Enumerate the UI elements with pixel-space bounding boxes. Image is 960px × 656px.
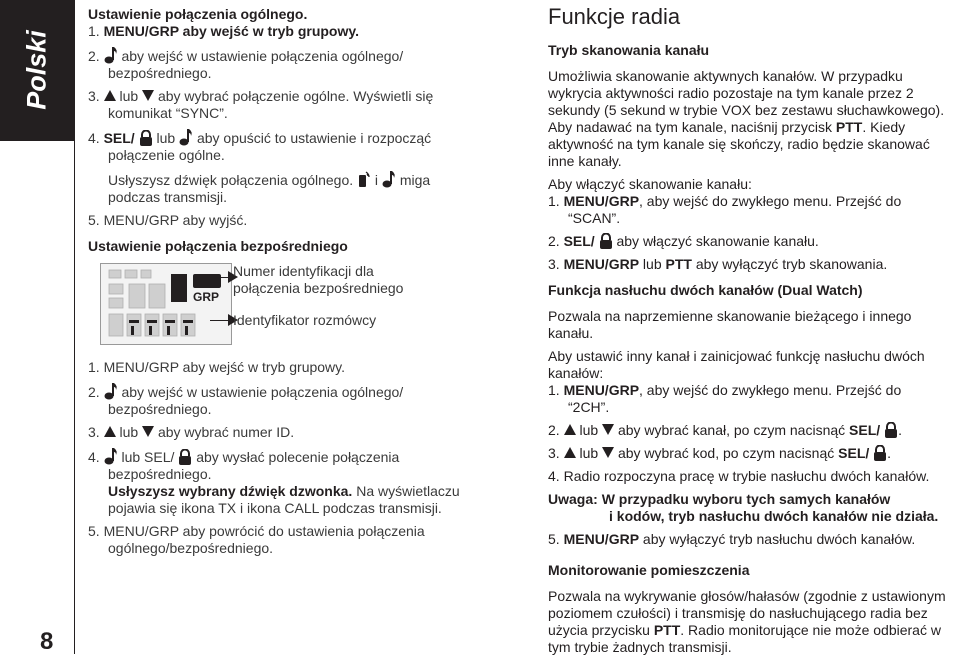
lcd-display-illustration (100, 263, 232, 345)
step-text: aby wybrać kanał, po czym nacisnąć (617, 422, 846, 438)
section-title-dual-watch: Funkcja nasłuchu dwóch kanałów (Dual Watch) (548, 282, 863, 298)
page-number: 8 (40, 628, 54, 655)
note (548, 491, 958, 525)
dual-watch-intro: Aby ustawić inny kanał i zainicjować funkcję nasłuchu dwóch kanałów: (548, 348, 925, 381)
step-text: bezpośredniego. (108, 401, 212, 417)
language-tab-label: Polski (21, 30, 52, 110)
step-2: 2. aby wejść w ustawienie połączenia ogólnego/ bezpośredniego. (88, 48, 404, 81)
lcd-diagram (88, 263, 528, 355)
section-title-general-call: Ustawienie połączenia ogólnego. (88, 6, 308, 22)
menu-label: MENU/GRP (563, 382, 640, 398)
callout-direct-id (233, 263, 403, 297)
sidebar (0, 0, 74, 654)
step-4: 4. SEL/ lub aby opuścić to ustawienie i rozpocząć połączenie ogólne. (88, 130, 432, 163)
up-arrow-icon (564, 447, 576, 458)
down-arrow-icon (142, 426, 154, 437)
step-3: 3. lub aby wybrać numer ID. (88, 424, 295, 440)
step-text: bezpośredniego. (108, 65, 212, 81)
step-text: aby wejść w ustawienie połączenia ogólnego/ (121, 384, 404, 400)
music-note-icon (104, 382, 118, 400)
down-arrow-icon (602, 424, 614, 435)
step-text: aby wybrać kod, po czym nacisnąć (617, 445, 835, 461)
music-note-icon (179, 128, 193, 146)
paragraph-text: . Radio monitorujące nie może odbierać w tym trybie żadnych transmisji. (548, 622, 941, 655)
left-column (88, 6, 528, 557)
up-arrow-icon (104, 426, 116, 437)
menu-label: MENU/GRP (563, 193, 640, 209)
right-column (548, 4, 958, 656)
sidebar-divider (74, 0, 75, 654)
dw-step-5: 5. MENU/GRP aby wyłączyć tryb nasłuchu dwóch kanałów. (548, 531, 916, 547)
sel-label: SEL/ (849, 422, 881, 438)
step-1: 1. MENU/GRP aby wejść w tryb grupowy. (88, 23, 360, 39)
ptt-label: PTT (653, 622, 681, 638)
step-text: aby wybrać połączenie ogólne. Wyświetli się (157, 88, 434, 104)
step-text: “SCAN”. (568, 210, 621, 226)
step-4: 4. lub SEL/ aby wysłać polecenie połączenia bezpośredniego. Usłyszysz wybrany dźwięk dzwonka. Na wyświetlaczu pojawia się ikona TX i ikona CALL podczas transmisji. (88, 449, 460, 516)
step-text: , aby wejść do zwykłego menu. Przejść do (639, 382, 902, 398)
step-text: “2CH”. (568, 399, 610, 415)
scan-step-3: 3. MENU/GRP lub PTT aby wyłączyć tryb skanowania. (548, 256, 888, 272)
dw-step-1: 1. MENU/GRP, aby wejść do zwykłego menu. Przejść do “2CH”. (548, 382, 902, 415)
step-2: 2. aby wejść w ustawienie połączenia ogólnego/ bezpośredniego. (88, 384, 404, 417)
language-tab (0, 0, 74, 141)
step-text: lub (642, 256, 662, 272)
lcd-segments (101, 264, 231, 344)
step-text: lub SEL/ (121, 449, 175, 465)
step-text: lub (579, 445, 599, 461)
dw-step-3: 3. lub aby wybrać kod, po czym nacisnąć SEL/ . (548, 445, 892, 461)
music-note-icon (104, 447, 118, 465)
ptt-label: PTT (665, 256, 692, 272)
lock-icon (873, 445, 887, 461)
scan-description (548, 68, 958, 170)
up-arrow-icon (104, 90, 116, 101)
call-transmit-icon (357, 170, 371, 188)
ringtone-note: Usłyszysz wybrany dźwięk dzwonka. (108, 483, 353, 499)
up-arrow-icon (564, 424, 576, 435)
hear-text: miga (399, 172, 431, 188)
callout-text: połączenia bezpośredniego (233, 280, 404, 296)
step-text: MENU/GRP aby wejść w tryb grupowy. (103, 23, 360, 39)
note-label: Uwaga: (548, 491, 598, 507)
hear-text: i (374, 172, 379, 188)
hear-note (88, 170, 528, 206)
step-text: MENU/GRP aby wyjść. (103, 212, 248, 228)
down-arrow-icon (142, 90, 154, 101)
paragraph-text: . Kiedy aktywność na tym kanale się skończy, radio będzie skanować inne kanały. (548, 119, 930, 169)
step-text: MENU/GRP aby powrócić do ustawienia połączenia (103, 523, 425, 539)
step-text: połączenie ogólne. (108, 147, 225, 163)
lock-icon (178, 449, 192, 465)
callout-caller-id: Identyfikator rozmówcy (233, 312, 377, 328)
step-text: MENU/GRP aby wejść w tryb grupowy. (103, 359, 346, 375)
step-text: Na wyświetlaczu (356, 483, 460, 499)
section-title-direct-call: Ustawienie połączenia bezpośredniego (88, 238, 348, 254)
ptt-label: PTT (835, 119, 863, 135)
step-text: komunikat “SYNC”. (108, 105, 228, 121)
step-text: lub (579, 422, 599, 438)
step-1: 1. MENU/GRP aby wejść w tryb grupowy. (88, 359, 346, 375)
step-text: lub (156, 130, 176, 146)
step-text: aby wybrać numer ID. (157, 424, 295, 440)
paragraph-text: Pozwala na wykrywanie głosów/hałasów (zgodnie z ustawionym poziomem czułości) i transmisję do nasłuchującego radia bez użycia przycisku (548, 588, 946, 638)
step-text: aby wyłączyć tryb nasłuchu dwóch kanałów. (642, 531, 916, 547)
section-title-room-monitor: Monitorowanie pomieszczenia (548, 562, 750, 578)
dw-step-4: 4. Radio rozpoczyna pracę w trybie nasłuchu dwóch kanałów. (548, 468, 930, 484)
step-text: ogólnego/bezpośredniego. (108, 540, 274, 556)
down-arrow-icon (602, 447, 614, 458)
callout-text: Numer identyfikacji dla (233, 263, 374, 279)
step-text: aby wyłączyć tryb skanowania. (695, 256, 888, 272)
menu-label: MENU/GRP (563, 531, 640, 547)
scan-intro: Aby włączyć skanowanie kanału: (548, 176, 752, 192)
step-text: pojawia się ikona TX i ikona CALL podczas transmisji. (108, 500, 442, 516)
step-5: 5. MENU/GRP aby powrócić do ustawienia połączenia ogólnego/bezpośredniego. (88, 523, 425, 556)
menu-label: MENU/GRP (563, 256, 640, 272)
step-text: aby wejść w ustawienie połączenia ogólnego/ (121, 48, 404, 64)
sel-label: SEL/ (838, 445, 870, 461)
step-text: , aby wejść do zwykłego menu. Przejść do (639, 193, 902, 209)
page-title: Funkcje radia (548, 4, 681, 29)
step-text: aby opuścić to ustawienie i rozpocząć (196, 130, 432, 146)
sel-label: SEL/ (103, 130, 135, 146)
lock-icon (599, 233, 613, 249)
step-text: bezpośredniego. (108, 466, 212, 482)
hear-text: podczas transmisji. (108, 189, 228, 205)
room-monitor-description (548, 588, 958, 656)
step-text: Radio rozpoczyna pracę w trybie nasłuchu dwóch kanałów. (563, 468, 930, 484)
dw-step-2: 2. lub aby wybrać kanał, po czym nacisnąć SEL/ . (548, 422, 902, 438)
step-text: aby włączyć skanowanie kanału. (616, 233, 819, 249)
paragraph-text: Umożliwia skanowanie aktywnych kanałów. W przypadku wykrycia aktywności radio pozostaje na tym kanale przez 2 sekundy (5 sekund w trybie VOX bez zestawu słuchawkowego). Aby nadawać na tym kanale, naciśnij przycisk (548, 68, 945, 135)
note-text: W przypadku wyboru tych samych kanałów (601, 491, 891, 507)
sel-label: SEL/ (563, 233, 595, 249)
section-title-scan: Tryb skanowania kanału (548, 42, 710, 58)
hear-text: Usłyszysz dźwięk połączenia ogólnego. (108, 172, 354, 188)
lock-icon (139, 130, 153, 146)
music-note-icon (104, 46, 118, 64)
step-text: aby wysłać polecenie połączenia (196, 449, 400, 465)
music-note-icon (382, 170, 396, 188)
step-3: 3. lub aby wybrać połączenie ogólne. Wyświetli się komunikat “SYNC”. (88, 88, 434, 121)
step-text: lub (119, 88, 139, 104)
scan-step-1: 1. MENU/GRP, aby wejść do zwykłego menu. Przejść do “SCAN”. (548, 193, 902, 226)
step-text: lub (119, 424, 139, 440)
scan-step-2: 2. SEL/ aby włączyć skanowanie kanału. (548, 233, 819, 249)
lock-icon (884, 422, 898, 438)
note-text: i kodów, tryb nasłuchu dwóch kanałów nie działa. (609, 508, 939, 524)
lcd-grp-label: GRP (193, 290, 220, 304)
dual-watch-description: Pozwala na naprzemienne skanowanie bieżącego i innego kanału. (548, 308, 912, 341)
step-5: 5. MENU/GRP aby wyjść. (88, 212, 248, 228)
